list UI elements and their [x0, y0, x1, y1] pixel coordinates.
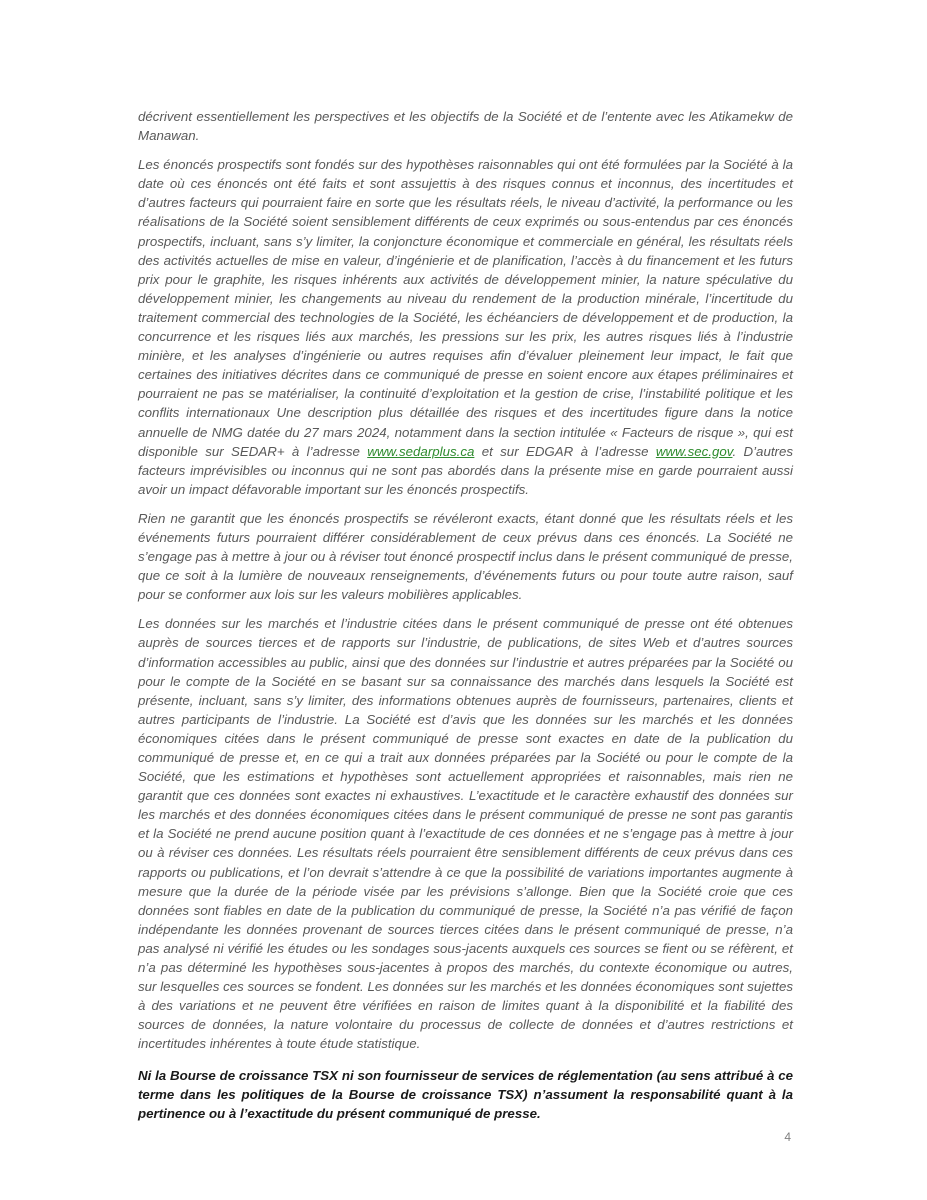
- paragraph-tsx-disclaimer: Ni la Bourse de croissance TSX ni son fournisseur de services de réglementation (au sens attribué à ce terme dans les politiques de la Bourse de croissance TSX) n’assument la responsabilité quant à la pertinence ou à l’exactitude du présent communiqué de presse.: [138, 1067, 793, 1121]
- paragraph-text: et sur EDGAR à l’adresse: [474, 443, 656, 459]
- document-body: [138, 107, 793, 1123]
- paragraph-text: Les énoncés prospectifs sont fondés sur des hypothèses raisonnables qui ont été formulées par la Société à la date où ces énoncés ont été faits et sont assujettis à des risques connus et inconnus, des incertitudes et d’autres facteurs qui pourraient faire en sorte que les résultats réels, le niveau d’activité, la performance ou les réalisations de la Société soient sensiblement différents de ceux exprimés ou sous-entendus par ces énoncés prospectifs, incluant, sans s’y limiter, la conjoncture économique et commerciale en général, les résultats réels des activités actuelles de mise en valeur, d’ingénierie et de planification, l’accès à du financement et les futurs prix pour le graphite, les risques inhérents aux activités de développement minier, la nature spéculative du développement minier, les changements au niveau du rendement de la production minérale, l’incertitude du traitement commercial des technologies de la Société, les échéanciers de développement et de production, la concurrence et les risques liés aux marchés, les pressions sur les prix, les autres risques liés à l’industrie minière, et les analyses d’ingénierie ou autres requises afin d’évaluer pleinement leur impact, le fait que certaines des initiatives décrites dans ce communiqué de presse en soient encore aux étapes préliminaires et pourraient ne pas se matérialiser, la continuité d’exploitation et la gestion de crise, l’instabilité politique et les conflits internationaux Une description plus détaillée des risques et des incertitudes figure dans la notice annuelle de NMG datée du 27 mars 2024, notamment dans la section intitulée « Facteurs de risque », qui est disponible sur SEDAR+ à l’adresse: [138, 157, 793, 459]
- page-number: 4: [784, 1130, 791, 1144]
- paragraph-no-guarantee: Rien ne garantit que les énoncés prospectifs se révéleront exacts, étant donné que les résultats réels et les événements futurs pourraient différer considérablement de ceux prévus dans ces énoncés. La Société ne s’engage pas à mettre à jour ou à réviser tout énoncé prospectif inclus dans le présent communiqué de presse, que ce soit à la lumière de nouveaux renseignements, d’événements futurs ou pour toute autre raison, sauf pour se conformer aux lois sur les valeurs mobilières applicables.: [138, 510, 793, 603]
- sec-gov-link[interactable]: www.sec.gov: [655, 443, 733, 459]
- paragraph-text: . D’autres facteurs imprévisibles ou inconnus qui ne sont pas abordés dans la présente mise en garde pourraient aussi avoir un impact défavorable important sur les énoncés prospectifs.: [138, 443, 794, 497]
- paragraph-forward-looking-assumptions: [138, 155, 793, 499]
- paragraph-perspectives: décrivent essentiellement les perspectives et les objectifs de la Société et de l’entente avec les Atikamekw de Manawan.: [138, 109, 793, 144]
- paragraph-market-data: Les données sur les marchés et l’industrie citées dans le présent communiqué de presse ont été obtenues auprès de sources tierces et de rapports sur l’industrie, de publications, de sites Web et d’autres sources d’information accessibles au public, ainsi que des données sur l’industrie et autres préparées par la Société ou pour le compte de la Société en se basant sur sa connaissance des marchés dans lesquels la Société est présente, incluant, sans s’y limiter, des informations obtenues auprès de fournisseurs, partenaires, clients et autres participants de l’industrie. La Société est d’avis que les données sur les marchés et les données économiques citées dans le présent communiqué de presse sont exactes en date de la publication du communiqué de presse et, en ce qui a trait aux données préparées par la Société ou pour le compte de la Société, que les estimations et hypothèses sont actuellement appropriées et raisonnables, mais rien ne garantit que ces données sont exactes ni exhaustives. L’exactitude et le caractère exhaustif des données sur les marchés et des données économiques citées dans le présent communiqué de presse ne sont pas garantis et la Société ne prend aucune position quant à l’exactitude de ces données et ne s’engage pas à mettre à jour ou à réviser ces données. Les résultats réels pourraient être sensiblement différents de ceux prévus dans ces rapports ou publications, et l’on devrait s’attendre à ce que la possibilité de variations importantes augmente à mesure que la durée de la période visée par les prévisions s’allonge. Bien que la Société croie que ces données sont fiables en date de la publication du communiqué de presse, la Société n’a pas vérifié de façon indépendante les données provenant de sources tierces citées dans le présent communiqué de presse, n’a pas analysé ni vérifié les études ou les sondages sous-jacents auxquels ces sources se fient ou se réfèrent, et n’a pas déterminé les hypothèses sous-jacentes à propos des marchés, du contexte économique ou autres, sur lesquelles ces sources se fondent. Les données sur les marchés et les données économiques sont sujettes à des variations et ne peuvent être vérifiées en raison de limites quant à la disponibilité et la fiabilité des sources de données, la nature volontaire du processus de collecte de données et d’autres restrictions et incertitudes inhérentes à toute étude statistique.: [138, 616, 793, 1052]
- sedarplus-link[interactable]: www.sedarplus.ca: [367, 443, 475, 459]
